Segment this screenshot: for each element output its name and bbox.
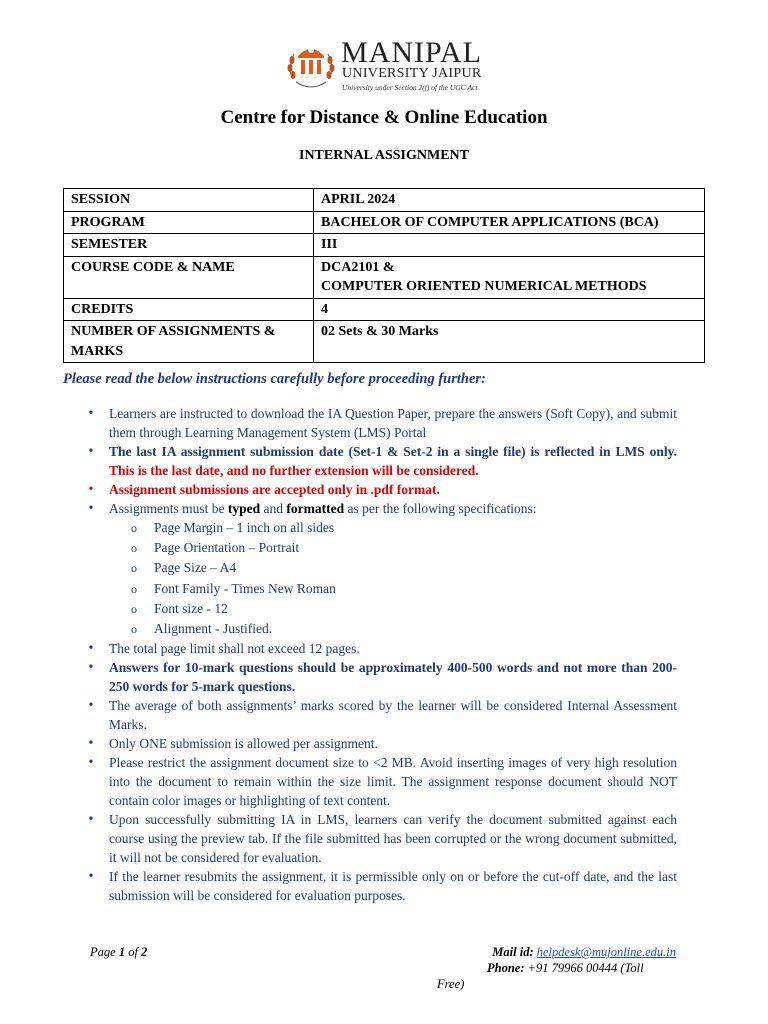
instruction-text: The total page limit shall not exceed 12 pages. <box>109 641 360 657</box>
bullet-icon: • <box>88 444 94 459</box>
list-item <box>85 753 677 810</box>
emphasis-typed: typed <box>227 501 261 516</box>
bullet-icon: • <box>88 869 94 885</box>
circle-bullet-icon: o <box>131 521 137 535</box>
list-item <box>85 867 677 905</box>
bullet-icon: • <box>88 736 94 752</box>
logo-subtitle: UNIVERSITY JAIPUR <box>342 66 482 81</box>
bullet-icon: • <box>88 482 94 497</box>
circle-bullet-icon: o <box>131 561 137 576</box>
course-code: DCA2101 & <box>321 259 395 275</box>
spec-item <box>85 579 677 599</box>
instruction-text: The average of both assignments’ marks scored by the learner will be considered Internal Assessment Marks. <box>109 698 677 733</box>
spec-text: Page Orientation – Portrait <box>154 540 300 556</box>
instructions-list <box>85 404 677 905</box>
page-total: 2 <box>141 945 148 959</box>
table-key: SESSION <box>64 189 314 212</box>
table-value: III <box>314 234 705 257</box>
manipal-emblem-icon <box>284 38 338 94</box>
university-logo <box>284 38 494 94</box>
assignment-title: INTERNAL ASSIGNMENT <box>299 148 469 163</box>
emphasis-formatted: formatted <box>286 501 345 516</box>
spec-item <box>85 558 677 578</box>
centre-title: Centre for Distance & Online Education <box>220 107 548 128</box>
phone-label: Phone: <box>487 961 528 975</box>
course-info-table <box>63 188 705 363</box>
mail-link[interactable]: helpdesk@mujonline.edu.in <box>536 945 676 959</box>
circle-bullet-icon: o <box>131 581 137 596</box>
list-item <box>85 480 677 499</box>
spec-item <box>85 619 677 639</box>
spec-item <box>85 538 677 558</box>
instruction-text: as per the following specifications: <box>344 501 537 516</box>
logo-tagline: University under Section 2(f) of the UGC Act <box>342 83 478 92</box>
table-row <box>64 211 705 234</box>
page-number <box>90 945 147 960</box>
course-name: COMPUTER ORIENTED NUMERICAL METHODS <box>321 279 647 294</box>
instruction-text: Assignments must be <box>109 501 228 516</box>
page-current: 1 <box>118 945 126 959</box>
circle-bullet-icon: o <box>131 622 137 637</box>
spec-text: Page Size – A4 <box>154 560 237 576</box>
table-row <box>64 321 705 363</box>
table-row <box>64 298 705 321</box>
list-item <box>85 499 677 518</box>
instruction-text: Learners are instructed to download the IA Question Paper, prepare the answers (Soft Copy), and submit them through Learning Management System (LMS) Portal <box>109 406 677 440</box>
table-key: COURSE CODE & NAME <box>64 256 314 298</box>
instruction-text: If the learner resubmits the assignment, it is permissible only on or before the cut-off date, and the last submission will be considered for evaluation purposes. <box>109 869 677 904</box>
instruction-text: Please restrict the assignment document size to <2 MB. Avoid inserting images of very high resolution into the document to remain within the size limit. The assignment response document should NOT contain color images or highlighting of text content. <box>109 755 677 809</box>
table-key: SEMESTER <box>64 234 314 257</box>
bullet-icon: • <box>88 755 94 771</box>
instruction-text-bold: Answers for 10-mark questions should be approximately 400-500 words and not more than 200-250 words for 5-mark questions. <box>109 660 677 695</box>
table-key: PROGRAM <box>64 211 314 234</box>
page-prefix: Page <box>90 945 119 959</box>
footer-mail <box>492 945 676 960</box>
list-item <box>85 810 677 867</box>
bullet-icon: • <box>88 406 94 421</box>
list-item <box>85 442 677 480</box>
list-item <box>85 658 677 696</box>
footer-phone <box>487 961 644 976</box>
bullet-icon: • <box>88 812 94 828</box>
logo-name: MANIPAL <box>341 36 482 69</box>
list-item <box>85 696 677 734</box>
spec-text: Page Margin – 1 inch on all sides <box>154 520 335 535</box>
table-value <box>314 256 705 298</box>
table-key: CREDITS <box>64 298 314 321</box>
table-row <box>64 189 705 212</box>
instruction-text: and <box>260 501 287 516</box>
circle-bullet-icon: o <box>131 541 137 556</box>
table-value: BACHELOR OF COMPUTER APPLICATIONS (BCA) <box>314 211 705 234</box>
list-item <box>85 639 677 658</box>
spec-item <box>85 518 677 538</box>
spec-text: Font Family - Times New Roman <box>154 580 336 596</box>
bullet-icon: • <box>88 698 94 714</box>
instruction-text-alert: Assignment submissions are accepted only in .pdf format. <box>109 482 440 497</box>
instruction-text: Upon successfully submitting IA in LMS, learners can verify the document submitted against each course using the preview tab. If the file submitted has been corrupted or the wrong document submitted, it will not be considered for evaluation. <box>109 812 677 866</box>
table-value: 02 Sets & 30 Marks <box>314 321 705 363</box>
list-item <box>85 404 677 442</box>
list-item <box>85 734 677 753</box>
instruction-text-bold: The last IA assignment submission date (Set-1 & Set-2 in a single file) is reflected in LMS only. <box>109 444 677 459</box>
spec-text: Font size - 12 <box>154 600 228 616</box>
phone-number: +91 79966 00444 (Toll <box>527 961 644 975</box>
mail-label: Mail id: <box>492 945 537 959</box>
footer-phone-cont: Free) <box>437 977 465 991</box>
spec-text: Alignment - Justified. <box>154 621 273 637</box>
bullet-icon: • <box>88 501 94 516</box>
table-row <box>64 234 705 257</box>
instruction-text: Only ONE submission is allowed per assignment. <box>109 736 378 752</box>
table-row <box>64 256 705 298</box>
table-value: 4 <box>314 298 705 321</box>
table-key: NUMBER OF ASSIGNMENTS & MARKS <box>64 321 314 363</box>
bullet-icon: • <box>88 641 94 657</box>
spec-item <box>85 599 677 619</box>
circle-bullet-icon: o <box>131 601 137 616</box>
table-value: APRIL 2024 <box>314 189 705 212</box>
page-of: of <box>125 945 142 959</box>
bullet-icon: • <box>88 660 94 676</box>
instruction-text-alert: This is the last date, and no further extension will be considered. <box>109 463 479 478</box>
instructions-heading: Please read the below instructions carefully before proceeding further: <box>63 371 486 387</box>
